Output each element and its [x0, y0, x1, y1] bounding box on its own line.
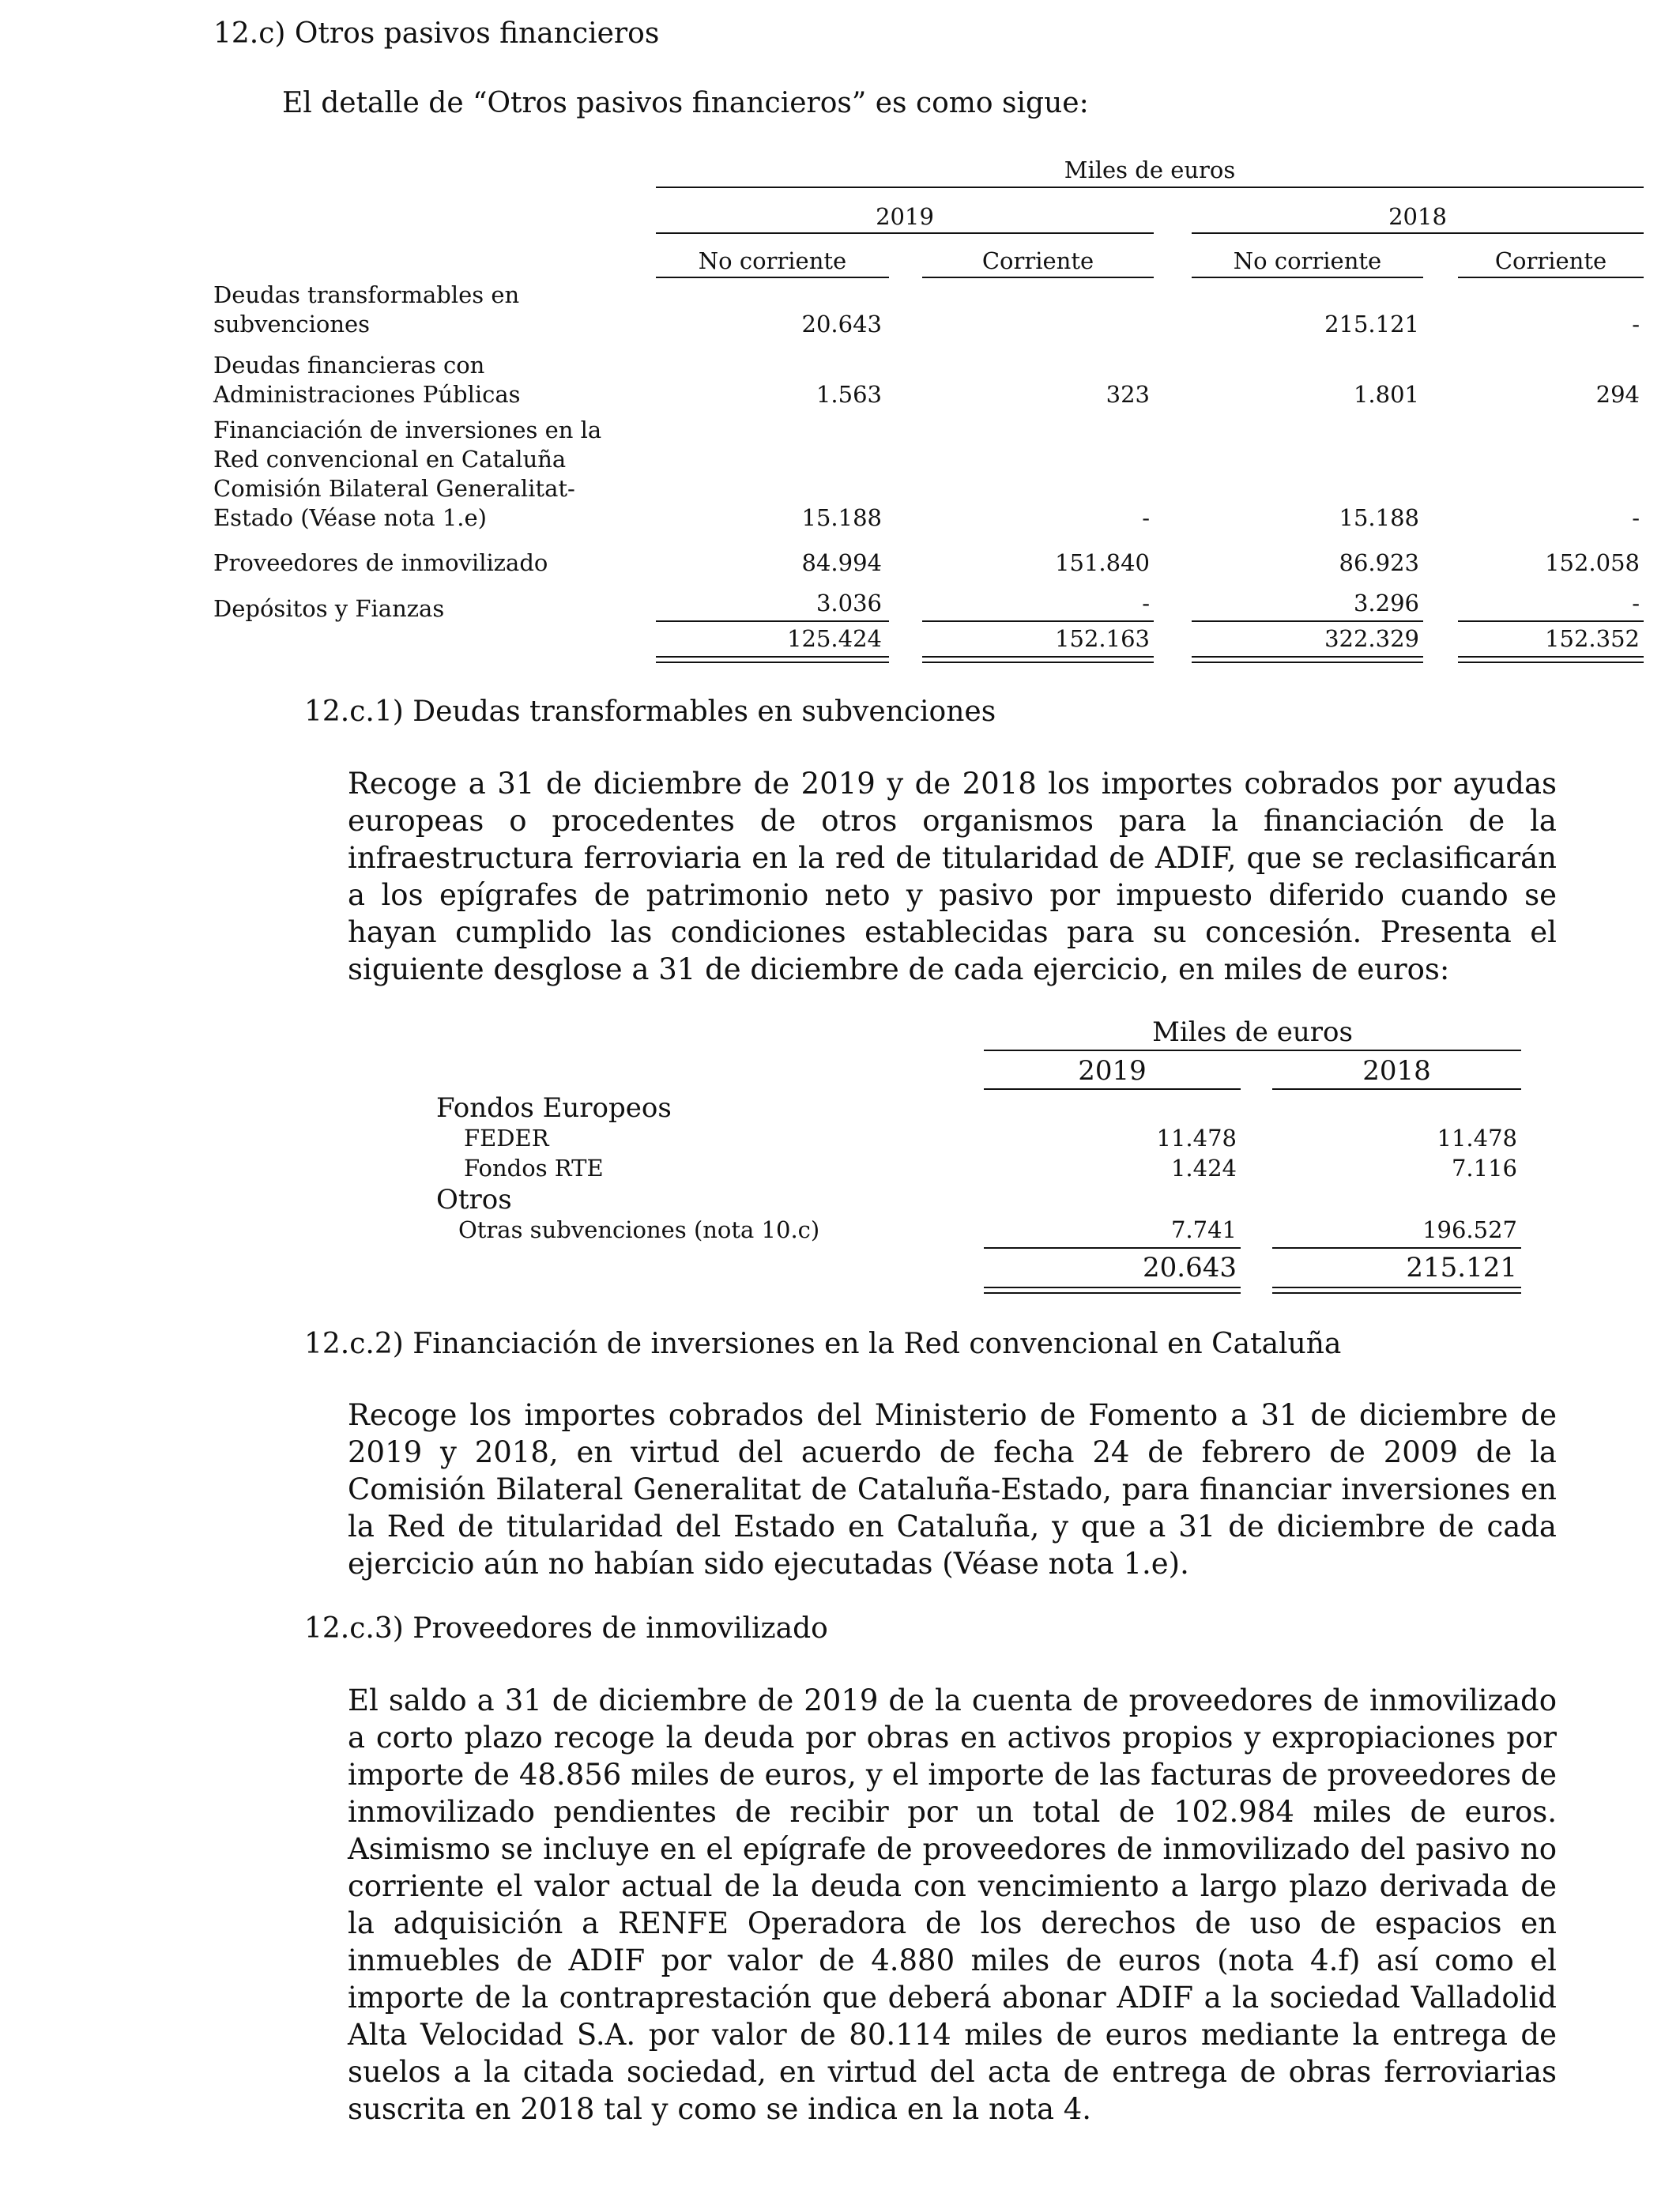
table1-unit-rule	[656, 187, 1644, 188]
table2-unit-rule	[984, 1050, 1521, 1051]
table1-subheader-rule	[1458, 277, 1644, 278]
cell-value: 1.801	[1353, 381, 1419, 408]
total-double-rule	[1192, 656, 1423, 658]
row-label: Red convencional en Cataluña	[213, 446, 567, 473]
table2-unit: Miles de euros	[1152, 1016, 1353, 1048]
subsection-paragraph: Recoge los importes cobrados del Ministerio de Fomento a 31 de diciembre de 2019 y 2018, en virtud del acuerdo de fecha 24 de febrero de 2009 de la Comisión Bilateral Generalitat de Cataluña-Estado, para financiar inversiones en la Red de titularidad del Estado en Cataluña, y que a 31 de diciembre de cada ejercicio aún no habían sido ejecutadas (Véase nota 1.e).	[348, 1398, 1557, 1581]
cell-value: 152.058	[1545, 549, 1640, 576]
cell-value: 15.188	[801, 504, 882, 531]
table1-subheader-rule	[656, 277, 889, 278]
cell-value: -	[1632, 590, 1640, 616]
subtotal-rule	[1272, 1247, 1521, 1249]
subtotal-rule	[922, 620, 1154, 622]
table1-unit: Miles de euros	[1064, 156, 1236, 183]
total-value: 322.329	[1324, 625, 1419, 652]
total-value: 152.163	[1055, 625, 1150, 652]
subtotal-rule	[656, 620, 889, 622]
cell-value: 1.424	[1170, 1155, 1237, 1182]
total-double-rule	[1458, 656, 1644, 658]
table2-year-2018: 2018	[1362, 1055, 1431, 1087]
total-value: 125.424	[787, 625, 882, 652]
table2-year-rule	[1272, 1088, 1521, 1090]
cell-value: -	[1142, 504, 1150, 531]
total-value: 20.643	[1143, 1252, 1237, 1284]
row-label: Fondos RTE	[464, 1155, 604, 1182]
table1-subheader: No corriente	[1233, 247, 1382, 274]
total-double-rule	[1272, 1292, 1521, 1294]
total-double-rule	[922, 656, 1154, 658]
total-double-rule	[1458, 662, 1644, 663]
section-intro: El detalle de “Otros pasivos financieros” es como sigue:	[282, 87, 1089, 119]
section-title: 12.c) Otros pasivos financieros	[213, 17, 660, 50]
group-label: Fondos Europeos	[436, 1092, 672, 1124]
row-label: FEDER	[464, 1125, 549, 1152]
cell-value: 7.741	[1170, 1216, 1237, 1243]
row-label: Financiación de inversiones en la	[213, 417, 602, 443]
cell-value: 3.036	[816, 590, 882, 616]
row-label: Administraciones Públicas	[213, 381, 521, 408]
table1-year-rule	[1192, 232, 1644, 234]
row-label: Comisión Bilateral Generalitat-	[213, 475, 575, 502]
subtotal-rule	[1458, 620, 1644, 622]
total-double-rule	[1272, 1287, 1521, 1288]
cell-value: 11.478	[1156, 1125, 1237, 1152]
cell-value: -	[1142, 590, 1150, 616]
cell-value: 1.563	[816, 381, 882, 408]
row-label: subvenciones	[213, 311, 371, 337]
total-double-rule	[922, 662, 1154, 663]
cell-value: 3.296	[1353, 590, 1419, 616]
table2-year-2019: 2019	[1078, 1055, 1147, 1087]
row-label: Deudas financieras con	[213, 352, 485, 379]
cell-value: 86.923	[1339, 549, 1419, 576]
subsection-paragraph: El saldo a 31 de diciembre de 2019 de la cuenta de proveedores de inmovilizado a corto plazo recoge la deuda por obras en activos propios y expropiaciones por importe de 48.856 miles de euros, y el importe de las facturas de proveedores de inmovilizado pendientes de recibir por un total de 102.984 miles de euros. Asimismo se incluye en el epígrafe de proveedores de inmovilizado del pasivo no corriente el valor actual de la deuda con vencimiento a largo plazo derivada de la adquisición a RENFE Operadora de los derechos de uso de espacios en inmuebles de ADIF por valor de 4.880 miles de euros (nota 4.f) así como el importe de la contraprestación que deberá abonar ADIF a la sociedad Valladolid Alta Velocidad S.A. por valor de 80.114 miles de euros mediante la entrega de suelos a la citada sociedad, en virtud del acta de entrega de obras ferroviarias suscrita en 2018 tal y como se indica en la nota 4.	[348, 1683, 1557, 2126]
table1-subheader: No corriente	[698, 247, 847, 274]
total-double-rule	[1192, 662, 1423, 663]
cell-value: 7.116	[1451, 1155, 1517, 1182]
cell-value: -	[1632, 504, 1640, 531]
table1-year-2019: 2019	[876, 203, 934, 230]
row-label: Otras subvenciones (nota 10.c)	[458, 1216, 820, 1243]
cell-value: 323	[1106, 381, 1150, 408]
subtotal-rule	[984, 1247, 1241, 1249]
table1-subheader: Corriente	[981, 247, 1094, 274]
total-value: 152.352	[1545, 625, 1640, 652]
cell-value: 151.840	[1055, 549, 1150, 576]
table1-subheader-rule	[922, 277, 1154, 278]
cell-value: 20.643	[801, 311, 882, 337]
subsection-paragraph: Recoge a 31 de diciembre de 2019 y de 2018 los importes cobrados por ayudas europeas o procedentes de otros organismos para la financiación de la infraestructura ferroviaria en la red de titularidad de ADIF, que se reclasificarán a los epígrafes de patrimonio neto y pasivo por impuesto diferido cuando se hayan cumplido las condiciones establecidas para su concesión. Presenta el siguiente desglose a 31 de diciembre de cada ejercicio, en miles de euros:	[348, 767, 1557, 986]
row-label: Depósitos y Fianzas	[213, 595, 445, 622]
total-value: 215.121	[1406, 1252, 1517, 1284]
cell-value: 294	[1595, 381, 1640, 408]
table1-subheader-rule	[1192, 277, 1423, 278]
subsection-title: 12.c.2) Financiación de inversiones en la Red convencional en Cataluña	[304, 1328, 1342, 1360]
cell-value: -	[1632, 311, 1640, 337]
group-label: Otros	[436, 1184, 512, 1216]
table1-year-rule	[656, 232, 1154, 234]
subtotal-rule	[1192, 620, 1423, 622]
table1-year-2018: 2018	[1388, 203, 1447, 230]
row-label: Deudas transformables en	[213, 281, 520, 308]
subsection-title: 12.c.1) Deudas transformables en subvenciones	[304, 696, 996, 728]
cell-value: 11.478	[1437, 1125, 1517, 1152]
table2-year-rule	[984, 1088, 1241, 1090]
cell-value: 215.121	[1324, 311, 1419, 337]
total-double-rule	[984, 1292, 1241, 1294]
total-double-rule	[656, 656, 889, 658]
row-label: Proveedores de inmovilizado	[213, 549, 548, 576]
row-label: Estado (Véase nota 1.e)	[213, 504, 487, 531]
cell-value: 196.527	[1422, 1216, 1517, 1243]
cell-value: 84.994	[801, 549, 882, 576]
cell-value: 15.188	[1339, 504, 1419, 531]
table1-subheader: Corriente	[1494, 247, 1607, 274]
subsection-title: 12.c.3) Proveedores de inmovilizado	[304, 1612, 828, 1645]
total-double-rule	[984, 1287, 1241, 1288]
total-double-rule	[656, 662, 889, 663]
